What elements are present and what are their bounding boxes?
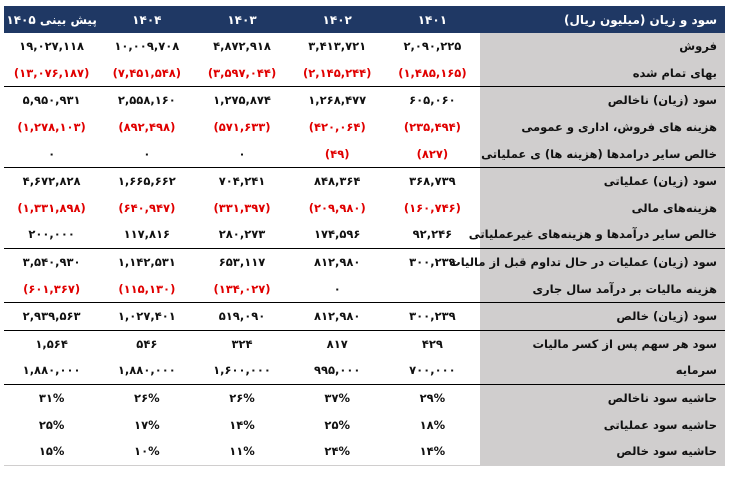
cell-value: (۴۹) xyxy=(324,146,350,161)
cell-value: ۳۱% xyxy=(4,384,99,411)
cell-value: ۱,۰۲۷,۴۰۱ xyxy=(99,302,194,330)
cell-value: ۲۶% xyxy=(194,384,289,411)
cell-value: ۳۶۸,۷۳۹ xyxy=(385,167,480,194)
cell-value: ۹۲,۲۴۶ xyxy=(412,227,453,242)
row-capital xyxy=(4,357,725,384)
row-operating-margin xyxy=(4,411,725,438)
row-other-operating xyxy=(4,140,725,167)
cell-value: ۸۱۲,۹۸۰ xyxy=(290,248,385,275)
cell-value: ۱۴% xyxy=(229,417,255,432)
cell-value: (۲,۱۴۵,۲۴۴) xyxy=(303,65,372,80)
cell-value: ۲,۰۹۰,۲۲۵ xyxy=(403,39,462,54)
cell-value: ۱,۲۷۵,۸۷۴ xyxy=(194,87,289,114)
cell-value: ۷۰۰,۰۰۰ xyxy=(409,363,456,378)
cell-value: ۲۴% xyxy=(290,438,385,465)
cell-value: ۱,۶۶۵,۶۶۲ xyxy=(99,167,194,194)
cell-value: ۲۶% xyxy=(99,384,194,411)
cell-value: (۲۰۹,۹۸۰) xyxy=(308,200,366,215)
cell-value: (۷,۴۵۱,۵۴۸) xyxy=(112,65,182,80)
cell-value: ۶۰۵,۰۶۰ xyxy=(385,87,480,114)
cell-value: (۳,۵۹۷,۰۴۴) xyxy=(207,65,277,80)
row-sga-expenses xyxy=(4,114,725,141)
cell-value: ۲,۵۵۸,۱۶۰ xyxy=(99,87,194,114)
row-gross-margin xyxy=(4,384,725,411)
cell-value: ۱۷۴,۵۹۶ xyxy=(313,227,361,242)
cell-value: ۱,۶۰۰,۰۰۰ xyxy=(213,363,271,378)
header-forecast-1405: پیش بینی ۱۴۰۵ xyxy=(4,6,99,33)
cell-value: (۱,۲۷۸,۱۰۳) xyxy=(17,120,86,135)
row-non-operating xyxy=(4,221,725,248)
row-label: حاشیه سود ناخالص xyxy=(480,384,725,411)
row-sales xyxy=(4,33,725,60)
cell-value: ۱۱۷,۸۱۶ xyxy=(123,227,171,242)
row-income-tax xyxy=(4,275,725,302)
cell-value xyxy=(385,275,480,302)
row-net-margin xyxy=(4,438,725,465)
cell-value: ۳۰۰,۲۳۹ xyxy=(385,302,480,330)
row-finance-costs xyxy=(4,195,725,222)
income-statement-table-wrapper xyxy=(4,6,725,466)
income-statement-table xyxy=(4,6,725,466)
cell-value: ۱۹,۰۲۷,۱۱۸ xyxy=(19,39,85,54)
cell-value: ۱۴% xyxy=(385,438,480,465)
cell-value: ۱,۵۶۴ xyxy=(4,330,99,357)
cell-value: ۱۰% xyxy=(99,438,194,465)
row-label: هزینه‌های مالی xyxy=(480,195,725,222)
cell-value: ۱۸% xyxy=(419,417,446,432)
cell-value: (۸۹۲,۴۹۸) xyxy=(118,120,176,135)
header-year-1404: ۱۴۰۴ xyxy=(99,6,194,33)
cell-value: ۲,۹۳۹,۵۶۳ xyxy=(4,302,99,330)
cell-value: (۸۲۷) xyxy=(416,146,449,161)
row-label: هزینه مالیات بر درآمد سال جاری xyxy=(480,275,725,302)
cell-value: (۱۳۴,۰۲۷) xyxy=(213,281,271,296)
cell-value: ۸۱۷ xyxy=(290,330,385,357)
cell-value: ۱۱% xyxy=(194,438,289,465)
cell-value: (۶۰۱,۳۶۷) xyxy=(23,281,81,296)
cell-value: ۸۴۸,۳۶۴ xyxy=(290,167,385,194)
cell-value: ۱۵% xyxy=(4,438,99,465)
cell-value: ۴,۸۷۲,۹۱۸ xyxy=(213,39,271,54)
row-label: سود (زیان) خالص xyxy=(480,302,725,330)
row-label: خالص سایر درامدها (هزینه ها) ی عملیاتی xyxy=(480,140,725,167)
cell-value: ۰ xyxy=(238,146,246,161)
row-label: سود (زیان) عملیات در حال تداوم قبل از مالیات xyxy=(480,248,725,275)
row-label: فروش xyxy=(480,33,725,60)
row-label: سرمایه xyxy=(480,357,725,384)
cell-value: ۱,۸۸۰,۰۰۰ xyxy=(117,363,176,378)
cell-value: ۳,۵۴۰,۹۳۰ xyxy=(4,248,99,275)
row-cost-of-sales xyxy=(4,60,725,87)
cell-value: ۱,۲۶۸,۴۷۷ xyxy=(290,87,385,114)
cell-value: ۱۷% xyxy=(134,417,160,432)
header-year-1401: ۱۴۰۱ xyxy=(385,6,480,33)
cell-value: ۰ xyxy=(333,281,341,296)
cell-value: (۱,۴۸۵,۱۶۵) xyxy=(398,65,467,80)
cell-value: (۴۲۰,۰۶۴) xyxy=(308,120,366,135)
row-label: هزینه های فروش، اداری و عمومی xyxy=(480,114,725,141)
row-label: خالص سایر درآمدها و هزینه‌های غیرعملیاتی xyxy=(480,221,725,248)
cell-value: ۱,۱۴۲,۵۳۱ xyxy=(99,248,194,275)
cell-value: ۶۵۳,۱۱۷ xyxy=(194,248,289,275)
cell-value: (۳۳۱,۳۹۷) xyxy=(213,200,271,215)
cell-value: ۴۲۹ xyxy=(385,330,480,357)
row-label: بهای تمام شده xyxy=(480,60,725,87)
cell-value: (۱۱۵,۱۳۰) xyxy=(118,281,176,296)
cell-value: ۰ xyxy=(143,146,151,161)
cell-value: ۵۱۹,۰۹۰ xyxy=(194,302,289,330)
row-label: حاشیه سود خالص xyxy=(480,438,725,465)
cell-value: ۲۵% xyxy=(38,417,65,432)
row-gross-profit xyxy=(4,87,725,114)
row-label: سود (زیان) عملیاتی xyxy=(480,167,725,194)
cell-value: ۳۰۰,۲۳۹ xyxy=(385,248,480,275)
cell-value: ۳۲۴ xyxy=(194,330,289,357)
cell-value: (۲۳۵,۴۹۴) xyxy=(403,120,461,135)
header-year-1403: ۱۴۰۳ xyxy=(194,6,289,33)
cell-value: ۹۹۵,۰۰۰ xyxy=(313,363,361,378)
row-label: سود (زیان) ناخالص xyxy=(480,87,725,114)
row-pretax-profit xyxy=(4,248,725,275)
header-year-1402: ۱۴۰۲ xyxy=(290,6,385,33)
cell-value: ۳۷% xyxy=(290,384,385,411)
cell-value: (۱,۳۳۱,۸۹۸) xyxy=(17,200,86,215)
cell-value: ۸۱۲,۹۸۰ xyxy=(290,302,385,330)
cell-value: ۵۴۶ xyxy=(99,330,194,357)
cell-value: (۱۶۰,۷۴۶) xyxy=(403,200,461,215)
cell-value: ۵,۹۵۰,۹۳۱ xyxy=(4,87,99,114)
cell-value: ۰ xyxy=(48,146,56,161)
row-operating-profit xyxy=(4,167,725,194)
cell-value: (۱۳,۰۷۶,۱۸۷) xyxy=(13,65,90,80)
cell-value: (۵۷۱,۶۳۳) xyxy=(213,120,271,135)
cell-value: ۲۵% xyxy=(324,417,350,432)
header-label: سود و زیان (میلیون ریال) xyxy=(480,6,725,33)
row-eps xyxy=(4,330,725,357)
cell-value: ۴,۶۷۲,۸۲۸ xyxy=(4,167,99,194)
cell-value: ۱,۸۸۰,۰۰۰ xyxy=(22,363,81,378)
cell-value: ۲۹% xyxy=(385,384,480,411)
cell-value: ۱۰,۰۰۹,۷۰۸ xyxy=(114,39,180,54)
cell-value: ۲۰۰,۰۰۰ xyxy=(28,227,75,242)
header-row xyxy=(4,6,725,33)
row-label: سود هر سهم پس از کسر مالیات xyxy=(480,330,725,357)
cell-value: (۶۴۰,۹۴۷) xyxy=(118,200,176,215)
cell-value: ۷۰۴,۲۴۱ xyxy=(194,167,289,194)
cell-value: ۳,۴۱۳,۷۲۱ xyxy=(308,39,367,54)
row-label: حاشیه سود عملیاتی xyxy=(480,411,725,438)
row-net-profit xyxy=(4,302,725,330)
cell-value: ۲۸۰,۲۷۳ xyxy=(218,227,266,242)
